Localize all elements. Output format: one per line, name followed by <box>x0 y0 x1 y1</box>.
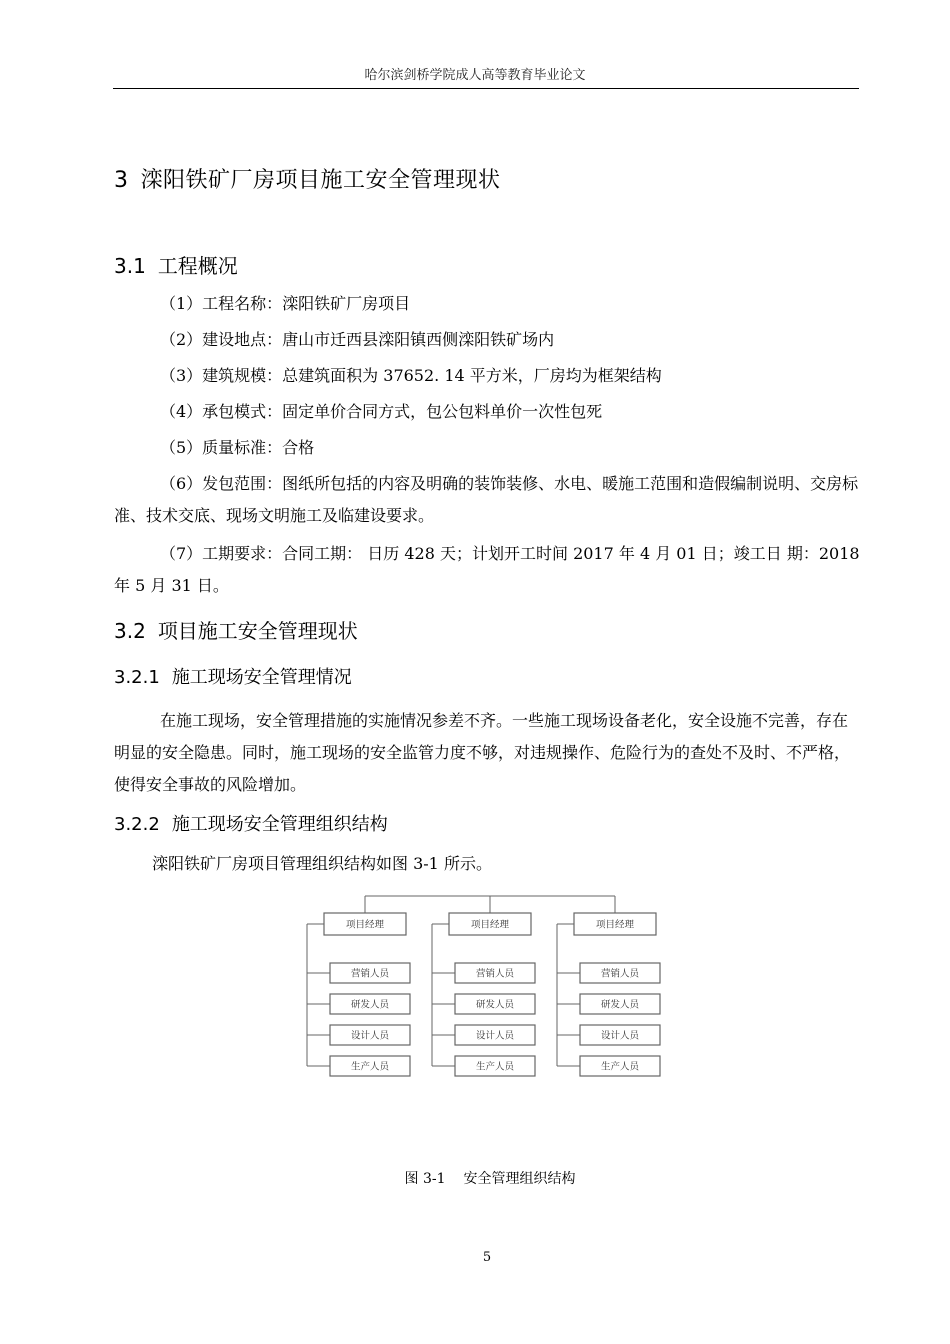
org-member-box <box>455 1056 535 1076</box>
chapter-number: 3 <box>114 168 129 193</box>
org-member-box <box>330 963 410 983</box>
org-chart-boxes <box>324 913 660 1076</box>
list-item: （5）质量标准：合格 <box>160 438 315 457</box>
org-member-box-label: 研发人员 <box>600 999 640 1011</box>
org-head-box <box>449 913 531 935</box>
list-item: （4）承包模式：固定单价合同方式，包公包料单价一次性包死 <box>160 402 603 421</box>
org-chart-figure <box>300 893 670 1083</box>
org-member-box-label: 设计人员 <box>600 1030 640 1042</box>
org-member-box <box>455 1025 535 1045</box>
org-member-box <box>580 1025 660 1045</box>
figure-title: 安全管理组织结构 <box>463 1171 576 1187</box>
org-member-box-label: 生产人员 <box>600 1061 640 1073</box>
org-member-box-label: 营销人员 <box>475 968 515 980</box>
list-item: （1）工程名称：滦阳铁矿厂房项目 <box>160 294 411 313</box>
org-head-box <box>574 913 656 935</box>
subsection-number: 3.2.2 <box>114 814 160 835</box>
list-item: （3）建筑规模：总建筑面积为 37652. 14 平方米，厂房均为框架结构 <box>160 366 662 385</box>
subsection-heading-3-2-1 <box>114 663 352 689</box>
section-number: 3.2 <box>114 619 146 643</box>
subsection-number: 3.2.1 <box>114 667 160 688</box>
body-paragraph: 在施工现场，安全管理措施的实施情况参差不齐。一些施工现场设备老化，安全设施不完善，存在明显的安全隐患。同时，施工现场的安全监管力度不够，对违规操作、危险行为的查处不及时、不严格，使得安全事故的风险增加。 <box>114 711 851 794</box>
list-item: （2）建设地点：唐山市迁西县滦阳镇西侧滦阳铁矿场内 <box>160 330 555 349</box>
header-rule <box>113 88 859 89</box>
org-member-box <box>330 994 410 1014</box>
org-member-box-label: 研发人员 <box>475 999 515 1011</box>
running-header: 哈尔滨剑桥学院成人高等教育毕业论文 <box>364 68 586 83</box>
org-member-box-label: 设计人员 <box>350 1030 390 1042</box>
org-member-box-label: 营销人员 <box>600 968 640 980</box>
figure-caption <box>0 1168 950 1188</box>
figure-intro: 滦阳铁矿厂房项目管理组织结构如图 3-1 所示。 <box>152 854 492 873</box>
page-number: 5 <box>482 1250 492 1265</box>
subsection-title: 施工现场安全管理组织结构 <box>171 814 388 835</box>
org-head-box-label: 项目经理 <box>595 919 635 931</box>
org-head-box <box>324 913 406 935</box>
org-member-box-label: 生产人员 <box>475 1061 515 1073</box>
figure-number: 图 3-1 <box>404 1171 446 1187</box>
org-head-box-label: 项目经理 <box>470 919 510 931</box>
list-item: （7）工期要求：合同工期： 日历 428 天；计划开工时间 2017 年 4 月 01 日；竣工日 期：2018 年 5 月 31 日。 <box>114 544 860 595</box>
org-member-box-label: 设计人员 <box>475 1030 515 1042</box>
org-member-box-label: 研发人员 <box>350 999 390 1011</box>
section-title: 工程概况 <box>157 254 238 278</box>
section-heading-3-1 <box>114 250 238 279</box>
list-item: （6）发包范围：图纸所包括的内容及明确的装饰装修、水电、暖施工范围和造假编制说明、交房标准、技术交底、现场文明施工及临建设要求。 <box>114 474 859 525</box>
org-member-box <box>455 994 535 1014</box>
section-number: 3.1 <box>114 254 146 278</box>
org-member-box <box>330 1056 410 1076</box>
org-member-box-label: 营销人员 <box>350 968 390 980</box>
subsection-heading-3-2-2 <box>114 810 388 836</box>
org-member-box <box>580 994 660 1014</box>
section-title: 项目施工安全管理现状 <box>157 619 358 643</box>
section-heading-3-2 <box>114 615 358 644</box>
chapter-heading <box>114 163 501 194</box>
org-member-box-label: 生产人员 <box>350 1061 390 1073</box>
org-member-box <box>330 1025 410 1045</box>
chapter-title: 滦阳铁矿厂房项目施工安全管理现状 <box>140 168 501 193</box>
org-member-box <box>580 963 660 983</box>
org-member-box <box>455 963 535 983</box>
org-member-box <box>580 1056 660 1076</box>
org-head-box-label: 项目经理 <box>345 919 385 931</box>
subsection-title: 施工现场安全管理情况 <box>171 667 352 688</box>
